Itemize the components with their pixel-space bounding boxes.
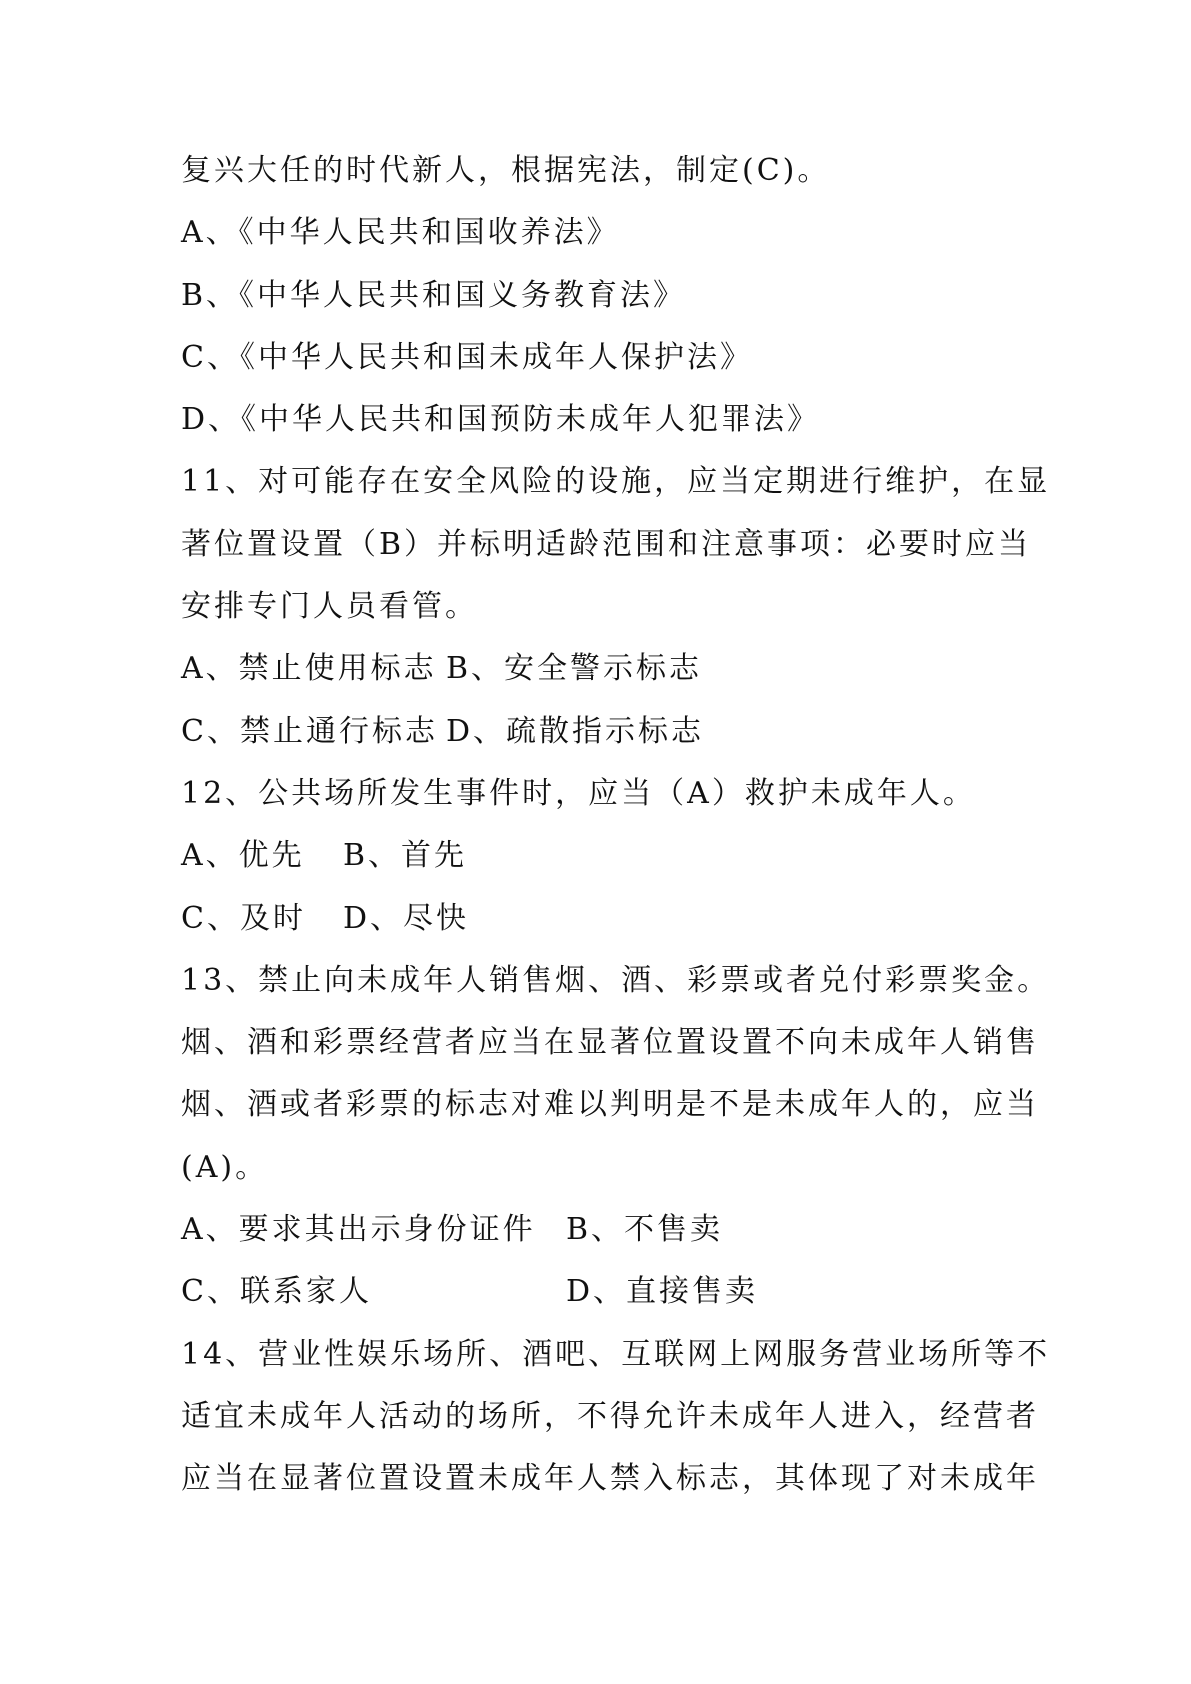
- q13-option-b: B、不售卖: [566, 1212, 724, 1248]
- document-body: [181, 140, 1051, 1511]
- q11-options-row-2: [181, 701, 1021, 763]
- q12-option-d: D、尽快: [343, 900, 470, 936]
- q13-option-a: A、要求其出示身份证件: [181, 1212, 536, 1248]
- q14-line-3: 应当在显著位置设置未成年人禁入标志，其体现了对未成年: [181, 1461, 1039, 1497]
- q11-line-1: 11、对可能存在安全风险的设施，应当定期进行维护，在显: [181, 464, 1051, 500]
- q11-option-d: D、疏散指示标志: [446, 713, 705, 749]
- q11-line-2: 著位置设置（B）并标明适龄范围和注意事项：必要时应当: [181, 526, 1032, 562]
- q13-option-d: D、直接售卖: [566, 1274, 759, 1310]
- q12-option-b: B、首先: [343, 838, 468, 874]
- q12-options-row-1: [181, 825, 1021, 887]
- q13-options-row-2: [181, 1261, 1021, 1323]
- q12-line: 12、公共场所发生事件时，应当（A）救护未成年人。: [181, 775, 976, 811]
- q13-line-4: (A)。: [181, 1149, 269, 1185]
- q10-option-c: C、《中华人民共和国未成年人保护法》: [181, 339, 753, 375]
- q10-option-a: A、《中华人民共和国收养法》: [181, 215, 620, 251]
- q10-option-d: D、《中华人民共和国预防未成年人犯罪法》: [181, 402, 821, 438]
- q13-line-1: 13、禁止向未成年人销售烟、酒、彩票或者兑付彩票奖金。: [181, 962, 1051, 998]
- q14-line-2: 适宜未成年人活动的场所，不得允许未成年人进入，经营者: [181, 1398, 1039, 1434]
- q13-option-c: C、联系家人: [181, 1274, 372, 1310]
- q13-line-3: 烟、酒或者彩票的标志对难以判明是不是未成年人的，应当: [181, 1087, 1039, 1123]
- q12-options-row-2: [181, 888, 1021, 950]
- q11-options-row-1: [181, 638, 1021, 700]
- q10-tail-line: 复兴大任的时代新人，根据宪法，制定(C)。: [181, 153, 831, 188]
- q11-option-b: B、安全警示标志: [446, 651, 703, 687]
- q11-option-c: C、禁止通行标志: [181, 713, 438, 749]
- q11-line-3: 安排专门人员看管。: [181, 589, 478, 625]
- q12-option-a: A、优先: [181, 838, 305, 874]
- q13-options-row-1: [181, 1199, 1021, 1261]
- q13-line-2: 烟、酒和彩票经营者应当在显著位置设置不向未成年人销售: [181, 1025, 1039, 1061]
- q11-option-a: A、禁止使用标志: [181, 651, 437, 687]
- q10-option-b: B、《中华人民共和国义务教育法》: [181, 277, 687, 313]
- q14-line-1: 14、营业性娱乐场所、酒吧、互联网上网服务营业场所等不: [181, 1336, 1051, 1372]
- q12-option-c: C、及时: [181, 900, 306, 936]
